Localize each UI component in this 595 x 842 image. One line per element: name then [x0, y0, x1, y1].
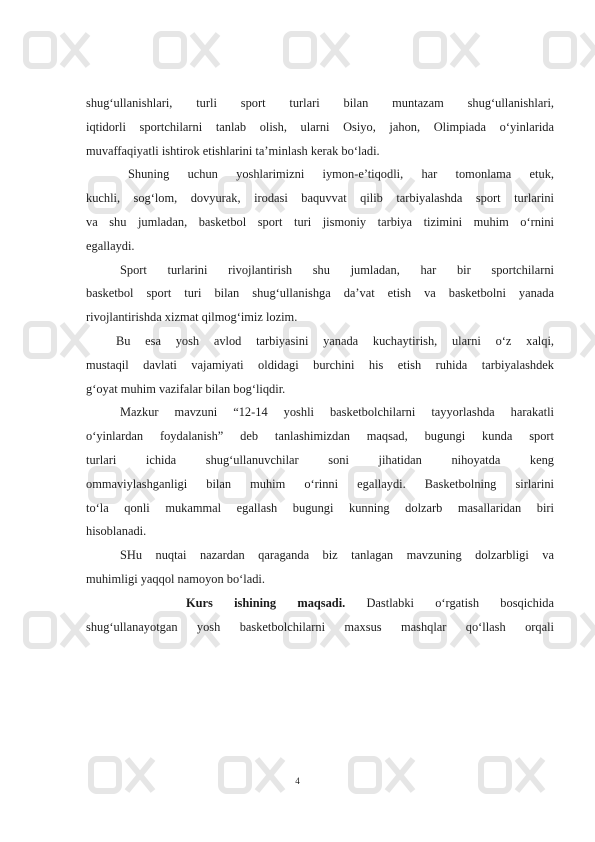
watermark-mark [286, 34, 348, 66]
line-text: o‘yinlardan foydalanish” deb tanlashimizdan maqsad, bugungi kunda sport [86, 429, 554, 444]
line-text: Sport turlarini rivojlantirish shu jumladan, har bir sportchilarni [120, 262, 554, 277]
watermark-mark [26, 34, 88, 66]
line-text: Dastlabki o‘rgatish bosqichida [345, 595, 554, 610]
watermark-mark [91, 759, 153, 791]
text-line [86, 354, 554, 378]
line-text: Mazkur mavzuni “12-14 yoshli basketbolchilarni tayyorlashda harakatli [120, 405, 554, 420]
line-text: basketbol sport turi bilan shug‘ullanishga da’vat etish va basketbolni yanada [86, 286, 554, 301]
text-line [86, 544, 554, 568]
line-text: turlari ichida shug‘ullanuvchilar soni jihatidan nihoyatda keng [86, 452, 554, 467]
line-text: muvaffaqiyatli ishtirok etishlarini ta’minlash kerak bo‘ladi. [86, 143, 380, 158]
watermark-mark [481, 759, 543, 791]
line-text: va shu jumladan, basketbol sport turi jismoniy tarbiya tizimini muhim o‘rnini [86, 214, 554, 229]
watermark-mark [26, 614, 88, 646]
watermark-mark [156, 34, 218, 66]
text-line [86, 259, 554, 283]
text-line [86, 568, 554, 592]
text-line [86, 520, 554, 544]
line-text: iqtidorli sportchilarni tanlab olish, ularni Osiyo, jahon, Olimpiada o‘yinlarida [86, 119, 554, 134]
text-line [86, 306, 554, 330]
line-text: SHu nuqtai nazardan qaraganda biz tanlagan mavzuning dolzarbligi va [120, 548, 554, 563]
watermark-mark [546, 34, 595, 66]
text-line [86, 235, 554, 259]
text-line [86, 449, 554, 473]
line-text: to‘la qonli mukammal egallash bugungi kunning dolzarb masallaridan biri [86, 500, 554, 515]
text-line [86, 282, 554, 306]
text-line [86, 140, 554, 164]
line-text: ommaviylashganligi bilan muhim o‘rinni egallaydi. Basketbolning sirlarini [86, 476, 554, 491]
line-text: hisoblanadi. [86, 524, 147, 539]
watermark-mark [221, 759, 283, 791]
line-text: kuchli, sog‘lom, dovyurak, irodasi baquvvat qilib tarbiyalashda sport turlarini [86, 191, 554, 206]
line-text: mustaqil davlati vajamiyati oldidagi burchini his etish ruhida tarbiyalashdek [86, 357, 554, 372]
text-line [86, 616, 554, 640]
text-line [86, 378, 554, 402]
line-text: egallaydi. [86, 238, 135, 253]
text-line [86, 592, 554, 616]
line-text: shug‘ullanayotgan yosh basketbolchilarni maxsus mashqlar qo‘llash orqali [86, 619, 554, 634]
line-text: shug‘ullanishlari, turli sport turlari bilan muntazam shug‘ullanishlari, [86, 96, 554, 110]
text-line [86, 425, 554, 449]
line-text: Bu esa yosh avlod tarbiyasini yanada kuchaytirish, ularni o‘z xalqi, [116, 333, 554, 348]
body-text [86, 92, 554, 639]
watermark-mark [416, 34, 478, 66]
text-line [86, 92, 554, 116]
text-line [86, 163, 554, 187]
text-line [86, 211, 554, 235]
page-number: 4 [295, 776, 300, 786]
line-text: Shuning uchun yoshlarimizni iymon-e’tiqodli, har tomonlama etuk, [128, 167, 554, 182]
text-line [86, 116, 554, 140]
text-line [86, 330, 554, 354]
watermark-mark [351, 759, 413, 791]
line-text: rivojlantirishda xizmat qilmog‘imiz lozim. [86, 310, 298, 325]
watermark-mark [26, 324, 88, 356]
text-line [86, 401, 554, 425]
line-text: muhimligi yaqqol namoyon bo‘ladi. [86, 571, 265, 586]
heading-inline: Kurs ishining maqsadi. [186, 595, 346, 610]
line-text: g‘oyat muhim vazifalar bilan bog‘liqdir. [86, 381, 286, 396]
text-line [86, 187, 554, 211]
text-line [86, 473, 554, 497]
text-line [86, 497, 554, 521]
